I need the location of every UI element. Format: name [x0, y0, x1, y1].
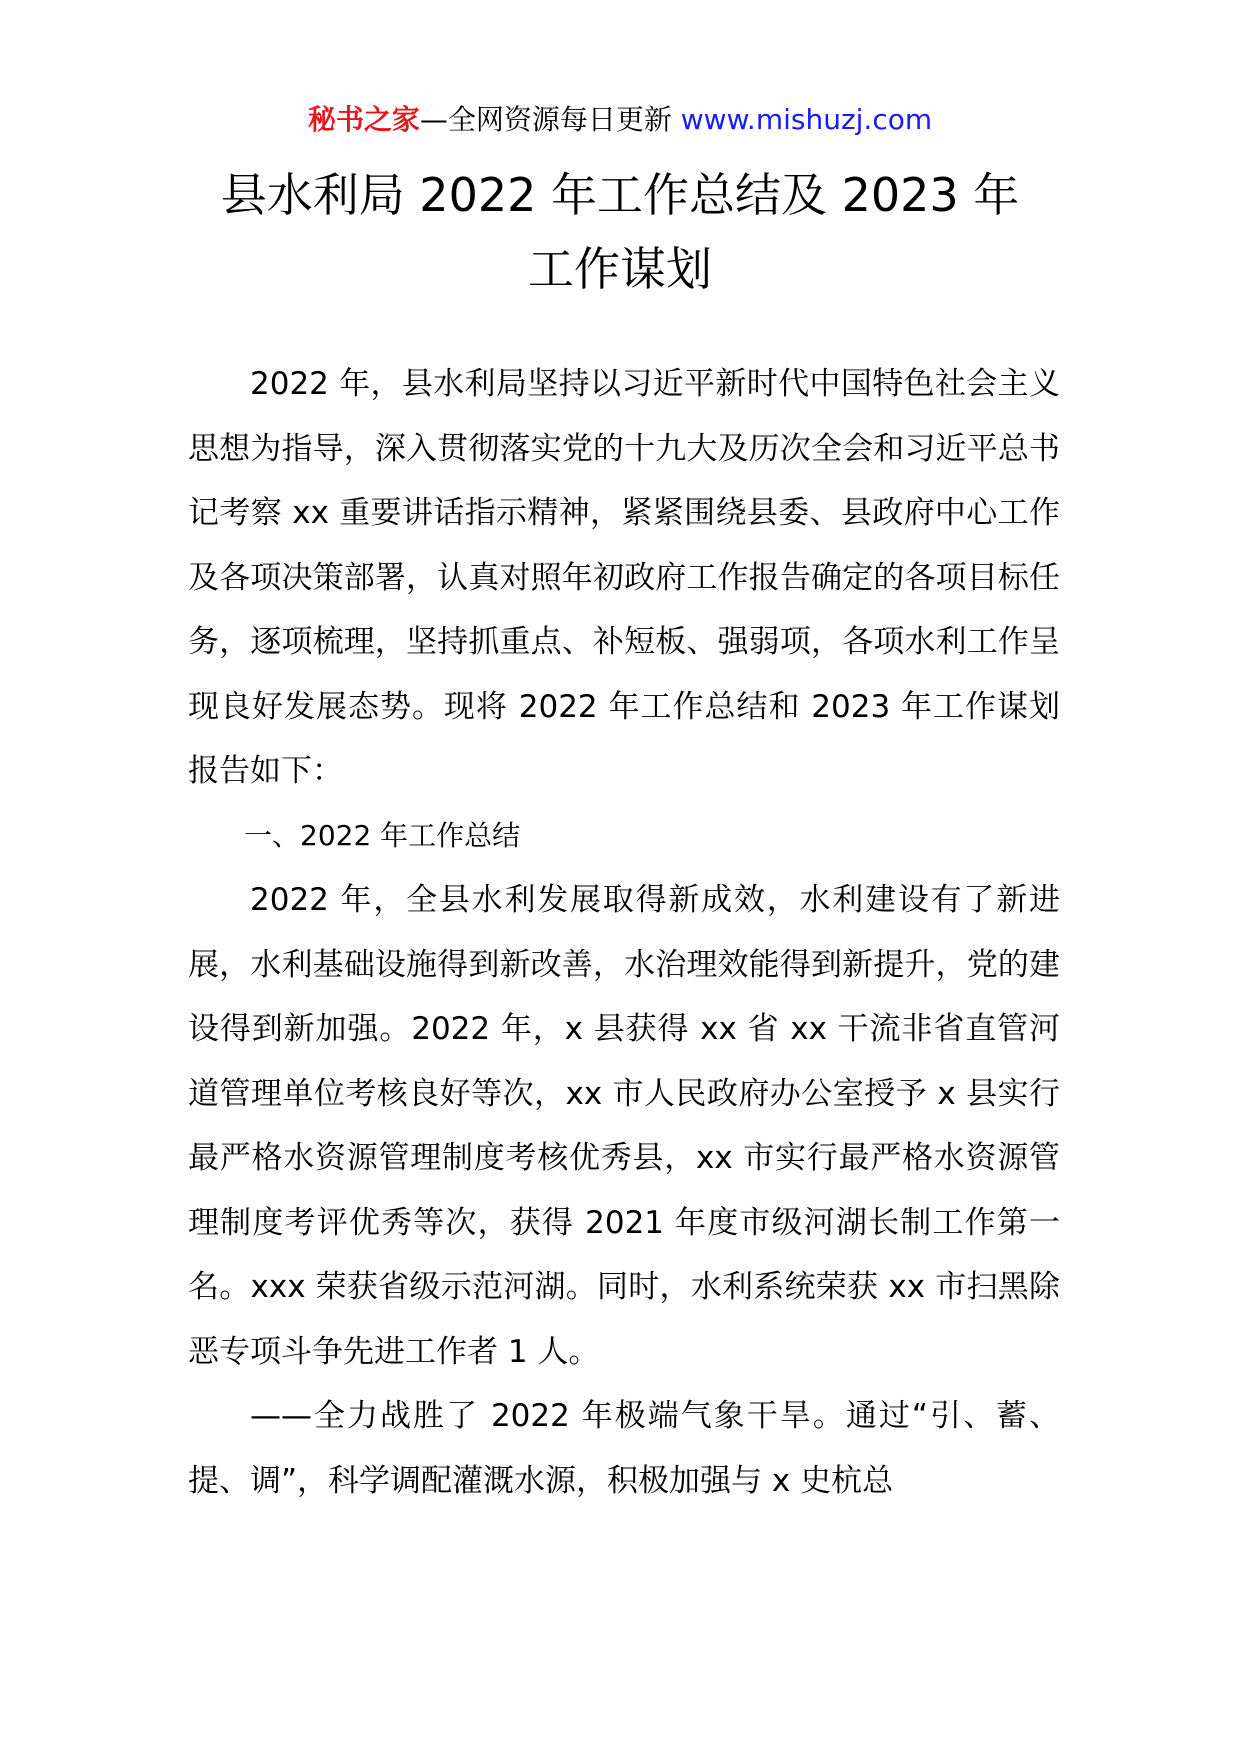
drought-paragraph: ——全力战胜了 2022 年极端气象干旱。通过“引、蓄、提、调”，科学调配灌溉水源，积极加强与 x 史杭总: [188, 1398, 1060, 1499]
site-url[interactable]: www.mishuzj.com: [680, 103, 933, 136]
site-header: [0, 100, 1240, 140]
intro-paragraph: 2022 年，县水利局坚持以习近平新时代中国特色社会主义思想为指导，深入贯彻落实党的十九大及历次全会和习近平总书记考察 xx 重要讲话指示精神，紧紧围绕县委、县政府中心工作及各项决策部署，认真对照年初政府工作报告确定的各项目标任务，逐项梳理，坚持抓重点、补短板、强弱项，各项水利工作呈现良好发展态势。现将 2022 年工作总结和 2023 年工作谋划报告如下：: [188, 366, 1060, 789]
title-line-1: 县水利局 2022 年工作总结及 2023 年: [220, 168, 1020, 222]
site-tagline: —全网资源每日更新: [419, 103, 681, 136]
site-brand: 秘书之家: [307, 103, 420, 136]
document-title: [0, 158, 1240, 306]
document-body: [188, 352, 1060, 1513]
title-line-2: 工作谋划: [528, 242, 712, 296]
section-heading: 一、2022 年工作总结: [244, 818, 521, 852]
summary-paragraph: 2022 年，全县水利发展取得新成效，水利建设有了新进展，水利基础设施得到新改善，水治理效能得到新提升，党的建设得到新加强。2022 年，x 县获得 xx 省 xx 干流非省直管河道管理单位考核良好等次，xx 市人民政府办公室授予 x 县实行最严格水资源管理制度考核优秀县，xx 市实行最严格水资源管理制度考评优秀等次，获得 2021 年度市级河湖长制工作第一名。xxx 荣获省级示范河湖。同时，水利系统荣获 xx 市扫黑除恶专项斗争先进工作者 1 人。: [188, 882, 1060, 1370]
